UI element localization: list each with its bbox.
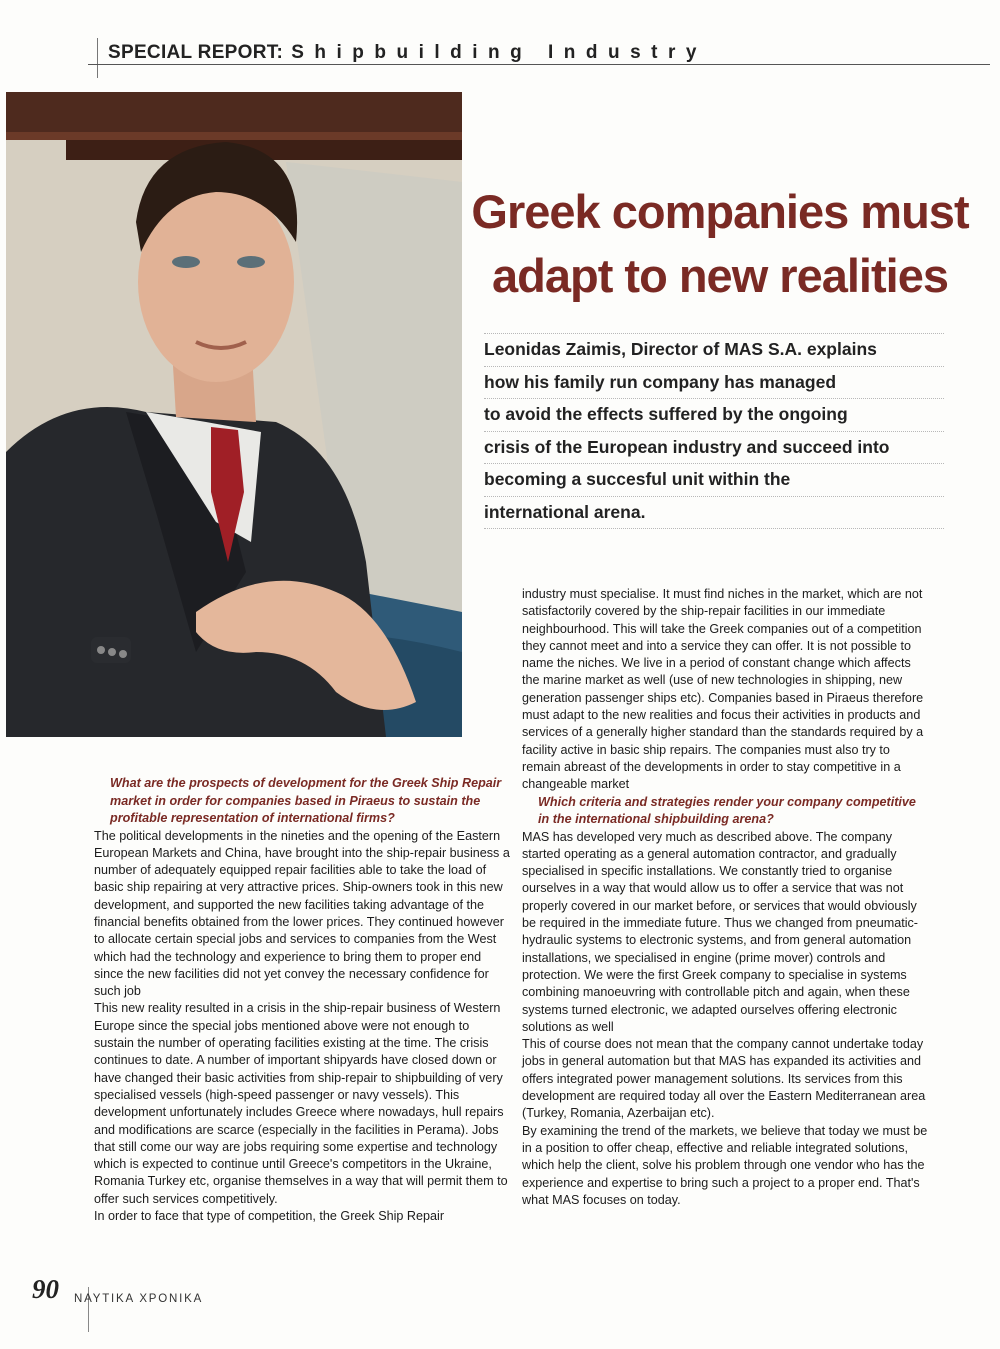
body-paragraph: By examining the trend of the markets, we believe that today we must be in a position to offer cheap, effective and reliable integrated solutions, which help the client, solve his problem through one vendor who has the experience and expertise to bring such a project to a proper end. That's what MAS focuses on today. bbox=[522, 1123, 928, 1207]
interview-question-1: What are the prospects of development for the Greek Ship Repair market in order for companies based in Piraeus to sustain the profitable representation of international firms? bbox=[110, 776, 502, 825]
body-paragraph: The political developments in the nineties and the opening of the Eastern European Markets and China, have brought into the ship-repair business a number of adequately equipped repair facilities able to take the load of basic ship repairing at very attractive prices. Ship-owners took in this new development, and supported the new facilities taking advantage of the financial benefits obtained from the lower prices. They continued however to allocate certain special jobs and services to companies from the West which had the technology and experience to bring them to proper end since the new facilities did not yet convey the necessary confidence for such job bbox=[94, 828, 510, 999]
page-number: 90 bbox=[32, 1274, 59, 1304]
magazine-name: ΝΑΥΤΙΚΑ ΧΡΟΝΙΚΑ bbox=[74, 1293, 204, 1305]
body-paragraph: industry must specialise. It must find niches in the market, which are not satisfactorily covered by the ship-repair facilities in our immediate neighbourhood. This will take the Greek companies out of a competition they cannot meet and into a service they can offer. It is not possible to name the niches. We live in a period of constant change which affects the marine market as well (use of new technologies in shipping, new generation passenger ships etc). Companies based in Piraeus therefore must adapt to the new realities and focus their activities in products and services of a generally higher standard than the standards required by a facility active in basic ship repairs. The companies must also try to remain abreast of the developments in order to stay competitive in a changeable market bbox=[522, 587, 924, 792]
intro-line: to avoid the effects suffered by the ongoing bbox=[484, 398, 944, 431]
portrait-photo bbox=[6, 92, 462, 737]
intro-line: becoming a succesful unit within the bbox=[484, 463, 944, 496]
article-headline bbox=[470, 180, 970, 308]
body-paragraph: This of course does not mean that the company cannot undertake today jobs in general automation but that MAS has expanded its activities and offers integrated power management solutions. Its services from this development are required today all over the Eastern Mediterranean area (Turkey, Romania, Azerbaijan etc). bbox=[522, 1037, 926, 1121]
interview-question-2: Which criteria and strategies render your company competitive in the international shipbuilding arena? bbox=[538, 794, 916, 827]
headline-line-1: Greek companies must bbox=[471, 185, 969, 238]
header-divider bbox=[97, 38, 98, 78]
intro-line: how his family run company has managed bbox=[484, 366, 944, 399]
section-header bbox=[108, 42, 707, 64]
portrait-illustration bbox=[6, 92, 462, 737]
section-label: SPECIAL REPORT: bbox=[108, 42, 284, 63]
body-paragraph: This new reality resulted in a crisis in the ship-repair business of Western Europe since the special jobs mentioned above were not enough to sustain the number of operating facilities existing at the time. The crisis continues to date. A number of important shipyards have closed down or have changed their basic activities from ship-repair to shipbuilding of very specialised vessels (high-speed passenger or navy vessels). This development unfortunately includes Greece where nowadays, hull repairs and modifications are scarce (especially in the facilities in Perama). Jobs that still come our way are jobs requiring some expertise and technology which is expected to continue until Greece's competitors in the Ukraine, Romania Turkey etc, organise themselves in a way that will permit them to offer such services competitively. bbox=[94, 1001, 508, 1206]
intro-line: Leonidas Zaimis, Director of MAS S.A. explains bbox=[484, 333, 944, 366]
section-topic: Shipbuilding Industry bbox=[291, 42, 707, 63]
intro-line: crisis of the European industry and succeed into bbox=[484, 431, 944, 464]
intro-standfirst bbox=[484, 333, 944, 529]
intro-line: international arena. bbox=[484, 496, 944, 530]
headline-line-2: adapt to new realities bbox=[492, 249, 948, 302]
body-paragraph: MAS has developed very much as described above. The company started operating as a general automation contractor, and gradually specialised in specific installations. We constantly tried to organise ourselves in a way that would allow us to offer a service that was not properly covered in our market before, or services that would obviously be required in the immediate future. Thus we changed from pneumatic-hydraulic systems to electronic systems, and from general automation installations, we specialised in engine (prime mover) controls and protection. We were the first Greek company to specialise in systems combining manoeuvring with controllable pitch and again, when these systems turned electronic, we adapted ourselves offering electronic solutions as well bbox=[522, 829, 918, 1034]
body-column-right bbox=[522, 586, 930, 1209]
body-column-left bbox=[94, 775, 512, 1225]
header-rule bbox=[88, 64, 990, 65]
body-paragraph: In order to face that type of competition, the Greek Ship Repair bbox=[94, 1209, 445, 1224]
